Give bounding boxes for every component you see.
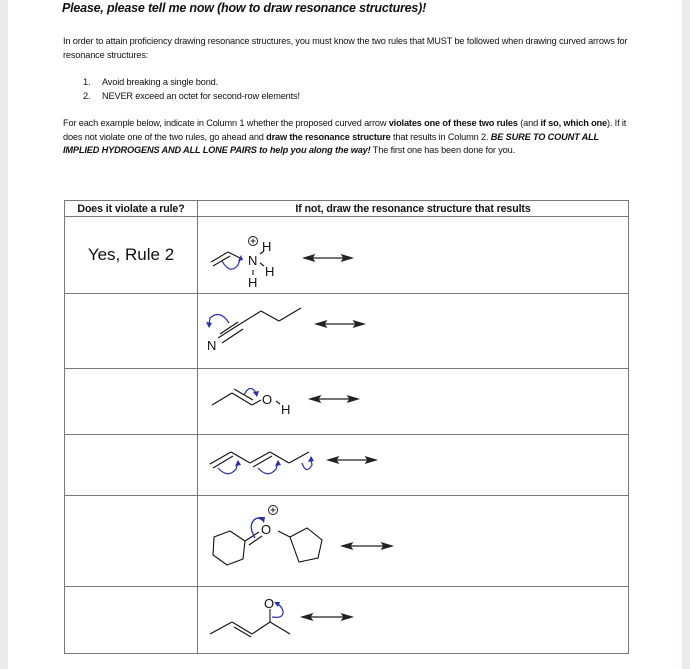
answer-cell[interactable] (65, 369, 198, 435)
atom-N: N (248, 253, 258, 268)
resonance-arrow-icon (316, 321, 364, 327)
atom-O: O (261, 522, 272, 537)
molecule-oxonium-cyclopentyl (198, 496, 618, 586)
rules-list (83, 75, 300, 103)
instr-text: The first one has been done for you. (370, 145, 515, 156)
positive-charge-icon (249, 237, 258, 246)
rule-item (83, 75, 300, 89)
atom-H: H (265, 264, 275, 279)
curved-arrow-icon (209, 314, 229, 325)
resonance-arrow-icon (302, 614, 352, 620)
table-row (65, 294, 629, 369)
answer-cell[interactable] (65, 496, 198, 587)
resonance-arrow-icon (328, 457, 376, 463)
resonance-arrow-icon (304, 255, 352, 261)
molecule-diene-chain (198, 435, 618, 495)
instr-text: (and (517, 118, 541, 128)
structure-cell[interactable] (198, 294, 629, 369)
table-row (65, 587, 629, 654)
instr-text: ). If it does not violate one of the two rules, go ahead and (63, 118, 627, 142)
table-row (65, 369, 629, 435)
instructions-paragraph (63, 117, 633, 158)
table-header-row (65, 201, 629, 217)
worksheet-table (64, 200, 629, 654)
rule-text: NEVER exceed an octet for second-row elements! (102, 91, 300, 101)
resonance-arrow-icon (342, 543, 392, 549)
resonance-arrow-icon (310, 396, 358, 402)
molecule-enol (198, 369, 618, 434)
header-draw-structure: If not, draw the resonance structure that results (198, 201, 629, 217)
intro-paragraph: In order to attain proficiency drawing resonance structures, you must know the two rules that MUST be followed when drawing curved arrows for resonance structures: (63, 36, 628, 60)
positive-charge-icon (269, 506, 278, 515)
table-row (65, 496, 629, 587)
structure-cell[interactable] (198, 217, 629, 294)
rule-text: Avoid breaking a single bond. (102, 77, 219, 87)
rule-item (83, 89, 300, 103)
atom-H: H (281, 402, 291, 417)
molecule-alkyne-nitrile (198, 294, 618, 368)
structure-cell[interactable] (198, 369, 629, 435)
atom-O: O (262, 392, 273, 407)
page-edge-right (682, 0, 690, 669)
atom-H: H (248, 275, 258, 290)
instr-text: For each example below, indicate in Column 1 whether the proposed curved arrow (63, 118, 389, 128)
rule-number: 1. (83, 77, 91, 87)
document-title: Please, please tell me now (how to draw resonance structures)! (62, 1, 427, 15)
instr-bold: draw the resonance structure (266, 131, 391, 142)
answer-cell[interactable] (65, 294, 198, 369)
structure-cell[interactable] (198, 435, 629, 496)
atom-H: H (262, 239, 272, 254)
curved-arrow-icon (218, 459, 312, 474)
instr-text: that results in Column 2. (390, 131, 491, 142)
instr-bold-italic: BE SURE TO COUNT ALL IMPLIED HYDROGENS AND ALL LONE PAIRS to help you along the way! (63, 131, 599, 156)
instr-bold: if so, which one (540, 118, 607, 128)
structure-cell[interactable] (198, 587, 629, 654)
rule-number: 2. (83, 91, 91, 101)
table-row (65, 435, 629, 496)
page-edge-left (0, 0, 8, 669)
atom-O: O (264, 596, 275, 611)
answer-cell[interactable] (65, 587, 198, 654)
molecule-vinyl-ammonium (198, 217, 618, 293)
table-row (65, 217, 629, 294)
answer-cell[interactable]: Yes, Rule 2 (65, 217, 198, 294)
structure-cell[interactable] (198, 496, 629, 587)
molecule-enone (198, 587, 618, 653)
header-violates-rule: Does it violate a rule? (65, 201, 198, 217)
curved-arrow-icon (244, 388, 256, 395)
instr-bold: violates one of these two rules (388, 118, 518, 128)
atom-N: N (207, 338, 217, 353)
answer-cell[interactable] (65, 435, 198, 496)
